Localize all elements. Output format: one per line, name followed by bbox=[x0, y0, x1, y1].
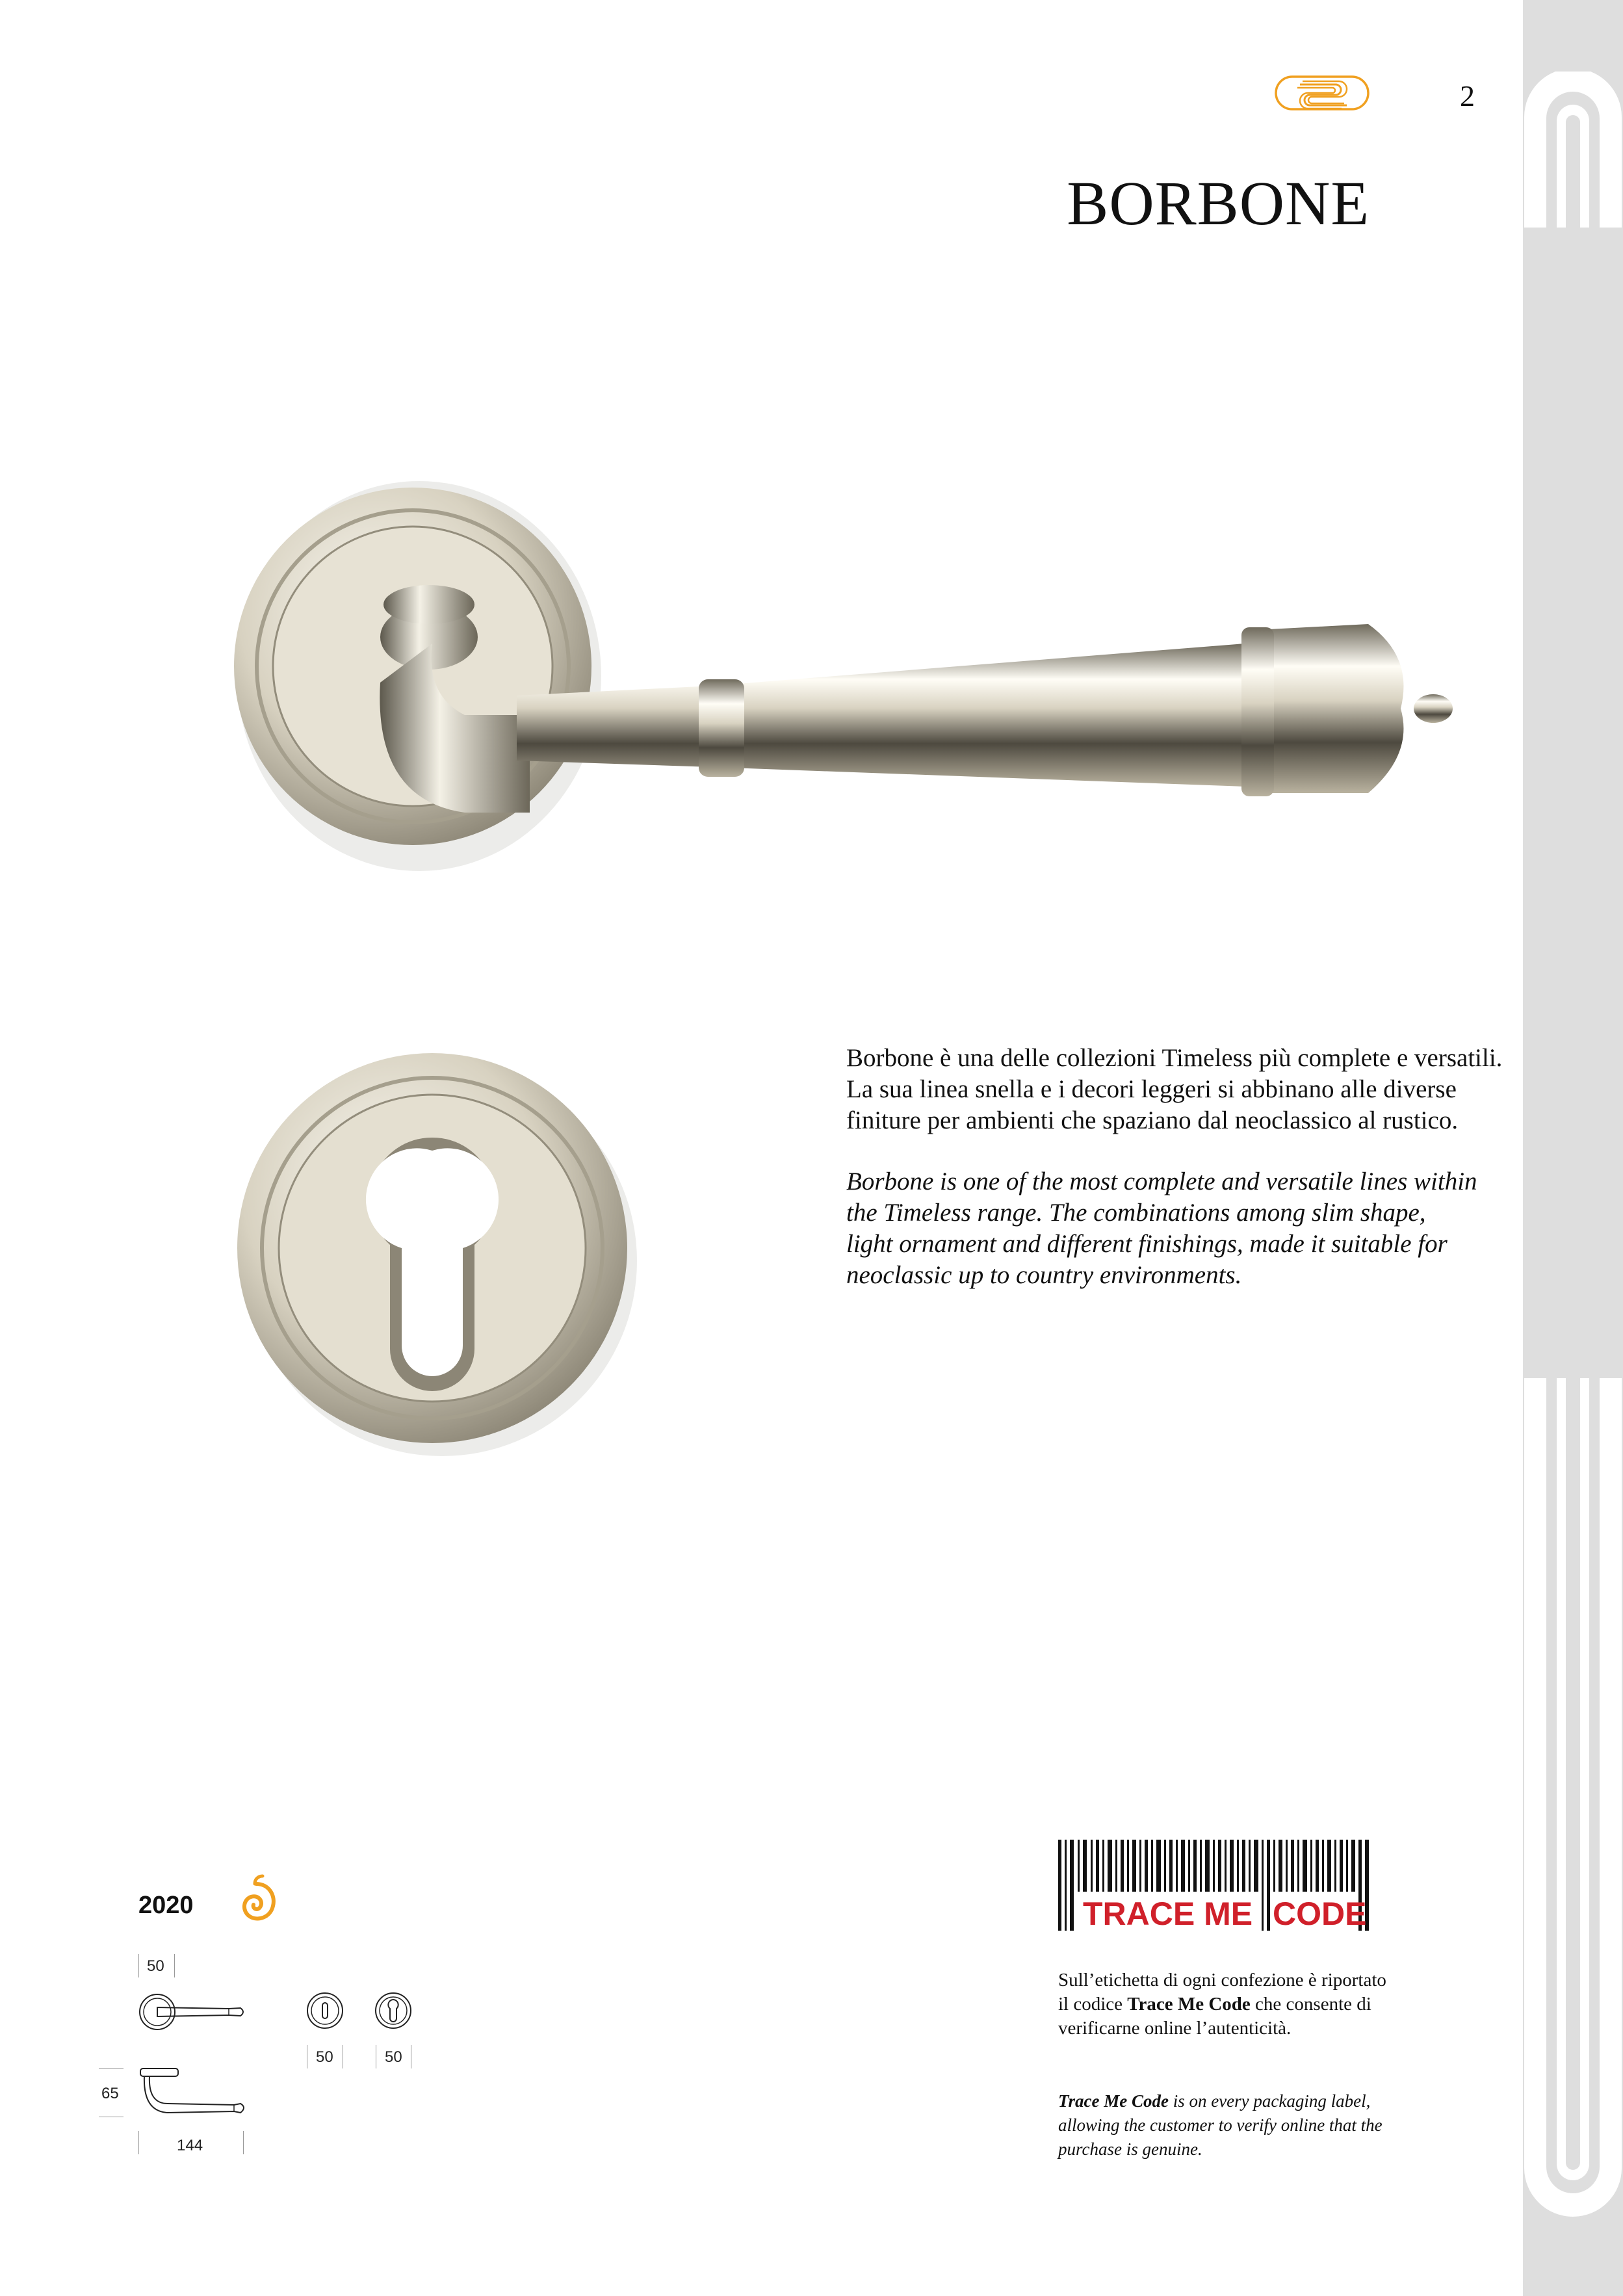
escutcheon-image bbox=[234, 1040, 637, 1456]
description bbox=[846, 1043, 1503, 1291]
description-english-line: neoclassic up to country environments. bbox=[846, 1261, 1242, 1289]
product-title: BORBONE bbox=[1067, 168, 1370, 238]
description-english-line: the Timeless range. The combinations among slim shape, bbox=[846, 1199, 1426, 1227]
dimension-tick bbox=[243, 2131, 244, 2154]
trace-en-bold: Trace Me Code bbox=[1058, 2091, 1169, 2111]
cylinder-escutcheon-drawing bbox=[374, 1991, 413, 2030]
trace-logo-text-1: TRACE ME bbox=[1083, 1896, 1253, 1932]
trace-info-italian bbox=[1058, 1968, 1396, 2041]
decorative-side-band bbox=[1523, 0, 1623, 2296]
height-label: 65 bbox=[101, 2085, 119, 2102]
trace-it-bold: Trace Me Code bbox=[1127, 1994, 1251, 2015]
trace-it-text: che consente di verificarne online l’autenticità. bbox=[1058, 1994, 1371, 2039]
dimension-tick bbox=[174, 1954, 175, 1977]
band-arch-top bbox=[1523, 72, 1623, 228]
escutcheon-2-diameter-label: 50 bbox=[385, 2048, 402, 2066]
trace-en-text: is on every packaging label, allowing the customer to verify online that the purchase is genuine. bbox=[1058, 2091, 1383, 2159]
trace-me-code-logo bbox=[1058, 1840, 1370, 1931]
keyhole-escutcheon-drawing bbox=[305, 1991, 344, 2030]
trace-logo-text-2: CODE bbox=[1273, 1896, 1367, 1932]
handle-side-drawing bbox=[136, 2066, 250, 2118]
rosette-diameter-label: 50 bbox=[147, 1957, 164, 1975]
trace-it-text: Sull’etichetta di ogni confezione è riportato il codice bbox=[1058, 1970, 1386, 2015]
band-arch-bottom bbox=[1523, 1378, 1623, 2217]
description-italian-line: Borbone è una delle collezioni Timeless più complete e versatili. bbox=[846, 1044, 1503, 1072]
dimension-tick bbox=[138, 1954, 139, 1977]
dimension-tick bbox=[138, 2131, 139, 2154]
description-english-line: Borbone is one of the most complete and versatile lines within bbox=[846, 1168, 1477, 1195]
page-number: 2 bbox=[1460, 79, 1475, 112]
trace-info-english bbox=[1058, 2089, 1396, 2161]
length-label: 144 bbox=[177, 2137, 203, 2154]
door-handle-image bbox=[231, 449, 1466, 891]
model-code: 2020 bbox=[138, 1892, 194, 1919]
description-italian-line: finiture per ambienti che spaziano dal neoclassico al rustico. bbox=[846, 1106, 1459, 1134]
escutcheon-1-diameter-label: 50 bbox=[316, 2048, 333, 2066]
swirl-finish-icon bbox=[233, 1873, 279, 1927]
handle-front-drawing bbox=[138, 1989, 248, 2035]
description-english-line: light ornament and different finishings, made it suitable for bbox=[846, 1230, 1448, 1258]
description-italian-line: La sua linea snella e i decori leggeri si abbinano alle diverse bbox=[846, 1075, 1457, 1103]
brand-logo-icon bbox=[1274, 73, 1370, 113]
dimension-tick bbox=[99, 2068, 123, 2069]
